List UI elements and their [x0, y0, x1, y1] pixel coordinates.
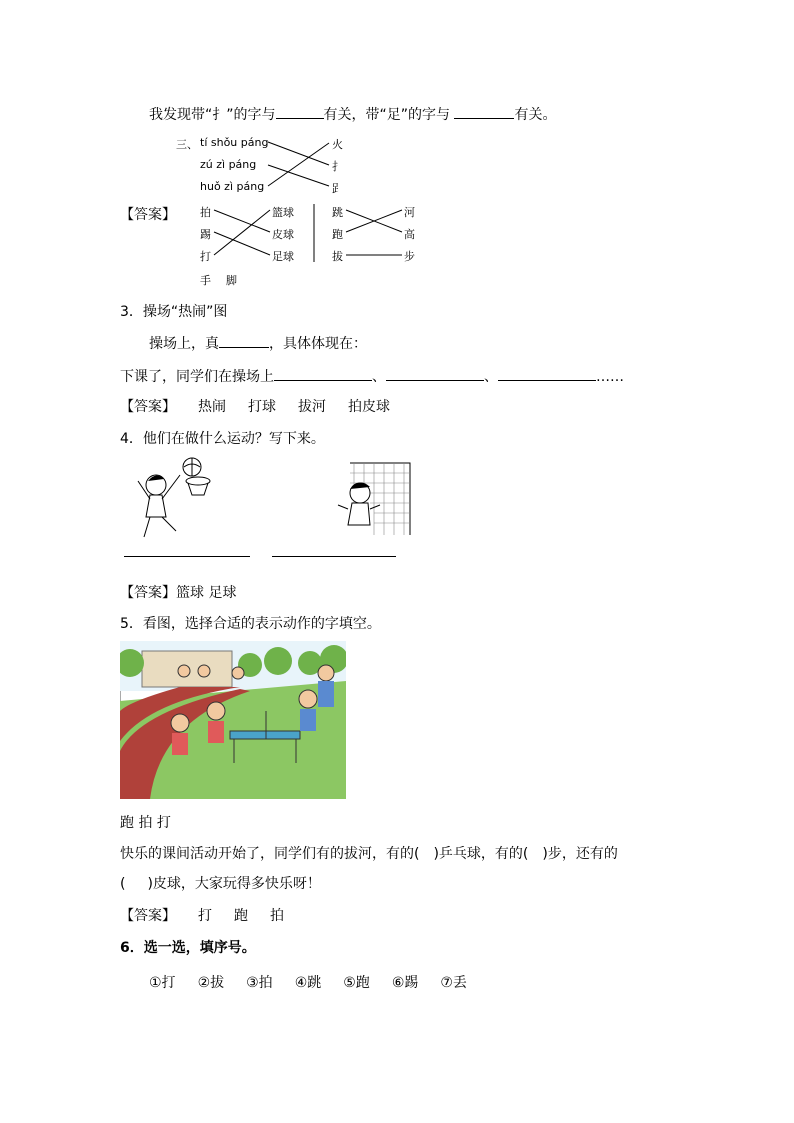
pinyin-3: huǒ zì páng	[200, 180, 265, 193]
option-item: ③拍	[246, 975, 273, 991]
blank[interactable]	[498, 366, 596, 381]
option-item: ⑥踢	[391, 975, 419, 991]
radical-1: 火	[332, 138, 343, 151]
answer-value: 打球	[248, 399, 276, 415]
option-item: ①打	[149, 975, 176, 991]
sentence-suffix: 有关。	[514, 107, 557, 123]
pinyin-2: zú zì páng	[200, 158, 257, 171]
q5-choices: 跑 拍 打	[120, 815, 171, 831]
ans-left-word-1: 篮球	[272, 206, 294, 219]
option-item: ④跳	[294, 975, 322, 991]
ans-left-word-2: 皮球	[272, 228, 294, 241]
answer-label: 【答案】	[120, 908, 176, 924]
ans-left-char-2: 踢	[200, 228, 211, 241]
answer-value: 篮球 足球	[176, 585, 237, 601]
ans-right-char-2: 跑	[332, 228, 343, 241]
q5-answer	[120, 905, 306, 925]
q6-title: 6．选一选，填序号。	[120, 940, 256, 956]
ans-right-char-3: 拔	[332, 250, 343, 263]
answer-label: 【答案】	[120, 399, 176, 415]
sentence-mid: 有关，带“足”的字与	[323, 107, 455, 123]
answer-line-1[interactable]	[124, 556, 250, 557]
answer-value: 热闹	[198, 399, 226, 415]
q5-line2-a: (	[120, 876, 126, 892]
blank[interactable]	[274, 366, 372, 381]
q5-title: 5．看图，选择合适的表示动作的字填空。	[120, 616, 381, 632]
q5-line2-b: )皮球，大家玩得多快乐呀！	[147, 876, 321, 892]
soccer-illustration	[330, 455, 420, 545]
q4-title: 4．他们在做什么运动？写下来。	[120, 431, 325, 447]
ans-right-word-3: 步	[404, 250, 415, 263]
q5-line1-c: )步，还有的	[542, 846, 618, 862]
ans-right-char-1: 跳	[332, 206, 343, 219]
ans-left-char-1: 拍	[200, 206, 211, 219]
q3-title: 3．操场“热闹”图	[120, 304, 228, 320]
answer-value: 拍皮球	[348, 399, 390, 415]
q3-line1-a: 操场上，真	[149, 336, 219, 352]
blank[interactable]	[386, 366, 484, 381]
ans-bottom-1: 手	[200, 274, 211, 287]
q3-line2-a: 下课了，同学们在操场上	[120, 369, 274, 385]
q3-line1-b: ，具体体现在：	[269, 336, 367, 352]
option-item: ⑦丢	[440, 975, 467, 991]
answer-value: 跑	[234, 908, 248, 924]
q5-line1-b: )乒乓球，有的(	[433, 846, 529, 862]
q3-line2	[120, 366, 624, 386]
sentence-prefix: 我发现带“扌”的字与	[149, 107, 276, 123]
match-label: 三、	[176, 138, 198, 151]
basketball-illustration	[126, 455, 226, 545]
q5-line1-a: 快乐的课间活动开始了，同学们有的拔河，有的(	[120, 846, 420, 862]
separator: 、	[372, 369, 386, 385]
radical-2: 扌	[332, 160, 343, 173]
q5-line1	[120, 843, 618, 863]
answer-label: 【答案】	[120, 207, 176, 223]
q6-options	[149, 972, 489, 992]
blank[interactable]	[219, 333, 269, 348]
pinyin-1: tí shǒu páng	[200, 136, 269, 149]
answer-label: 【答案】	[120, 585, 176, 601]
ans-bottom-2: 脚	[226, 274, 237, 287]
radical-3: 𧾷	[332, 182, 343, 195]
ans-left-word-3: 足球	[272, 250, 294, 263]
ans-right-word-2: 高	[404, 228, 415, 241]
option-item: ②拔	[197, 975, 225, 991]
option-item: ⑤跑	[343, 975, 370, 991]
answer-value: 打	[198, 908, 212, 924]
separator: 、	[484, 369, 498, 385]
playground-illustration	[120, 641, 346, 799]
ellipsis: ……	[596, 369, 624, 385]
q4-answer	[120, 582, 236, 602]
answer-line-2[interactable]	[272, 556, 396, 557]
answer-value: 拔河	[298, 399, 326, 415]
q5-line2	[120, 873, 321, 893]
ans-right-word-1: 河	[404, 206, 415, 219]
q3-line1	[149, 333, 367, 353]
answer-value: 拍	[270, 908, 284, 924]
ans-left-char-3: 打	[200, 250, 211, 263]
q3-answer	[120, 396, 412, 416]
